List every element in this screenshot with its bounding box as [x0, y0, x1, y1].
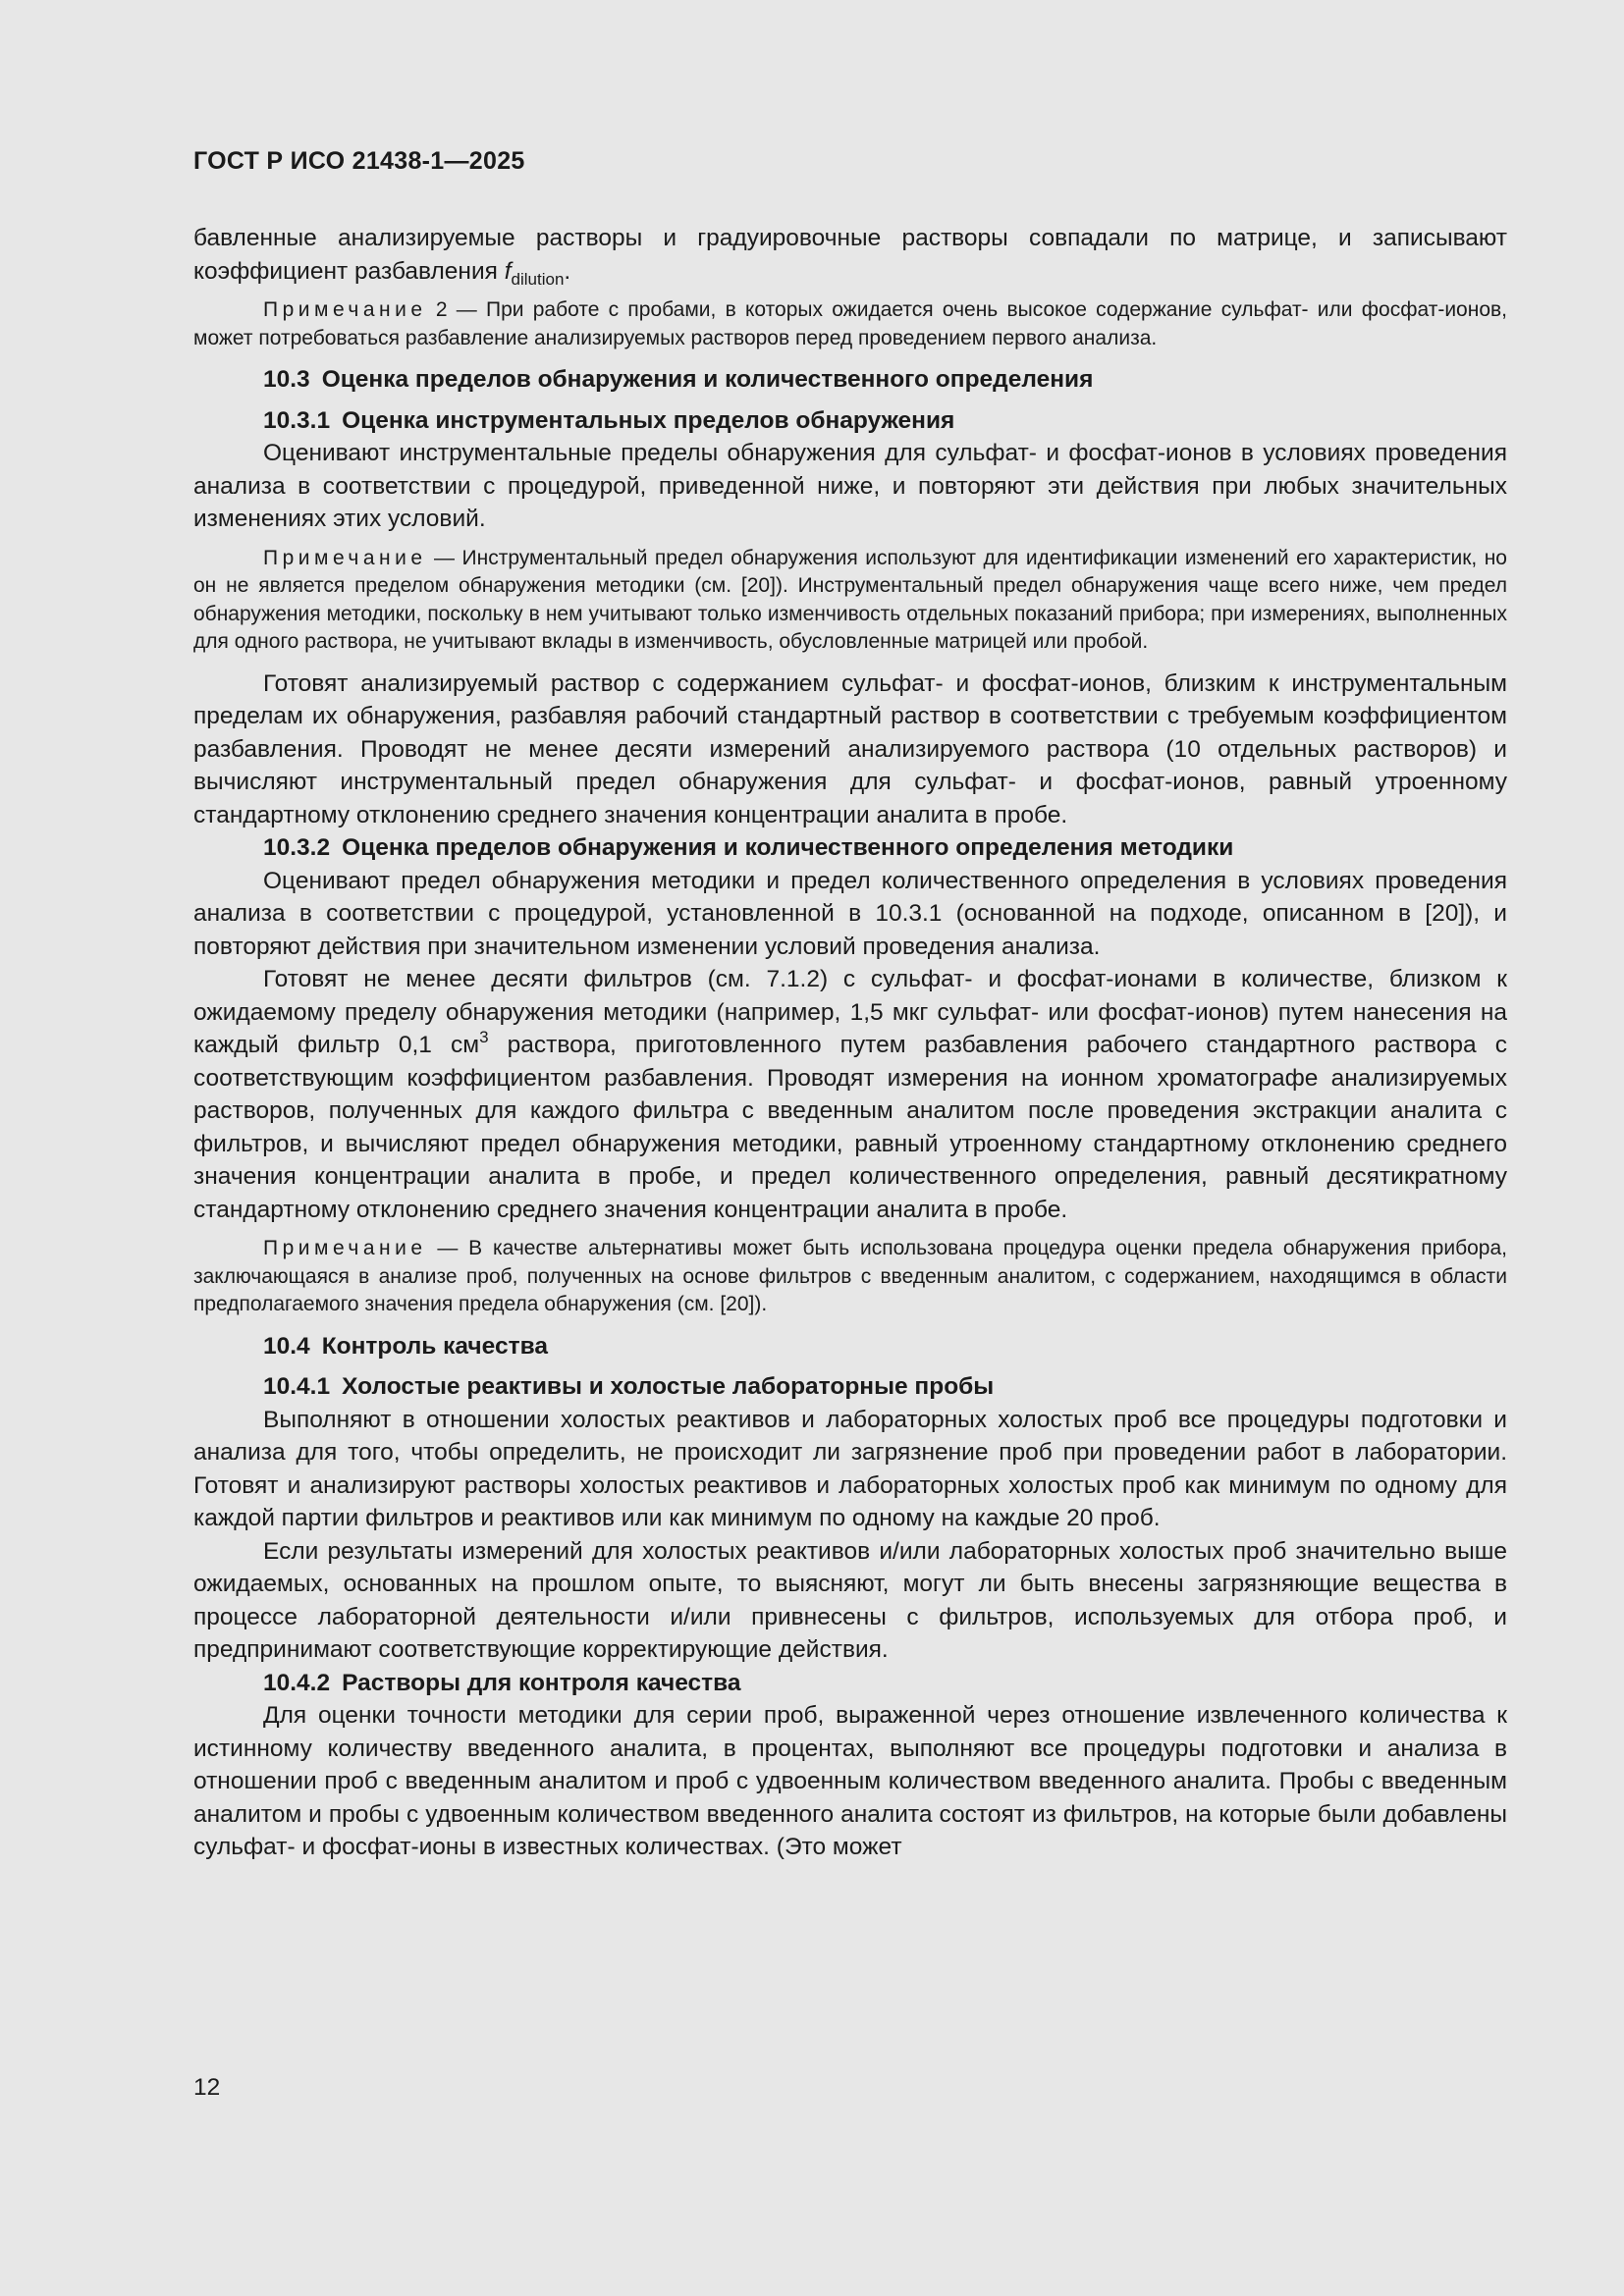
- paragraph: Готовят анализируемый раствор с содержанием сульфат- и фосфат-ионов, близким к инструментальным пределам их обнаружения, разбавляя рабочий стандартный раствор в соответствии с требуемым коэффициентом разбавления. Проводят не менее десяти измерений анализируемого раствора (10 отдельных растворов) и вычисляют инструментальный предел обнаружения для сульфат- и фосфат-ионов, равный утроенному стандартному отклонению среднего значения концентрации аналита в пробе.: [193, 669, 1507, 828]
- section-heading: [263, 1330, 1507, 1363]
- note: [193, 545, 1507, 657]
- section-heading: [263, 363, 1507, 397]
- subsection-heading: [263, 1667, 1507, 1700]
- subsection-title: Оценка инструментальных пределов обнаружения: [342, 406, 955, 434]
- note-text: — Инструментальный предел обнаружения используют для идентификации изменений его характеристик, но он не является пределом обнаружения методики (см. [20]). Инструментальный предел обнаружения чаще всего ниже, чем предел обнаружения методики, поскольку в нем учитывают только изменчивость отдельных показаний прибора; при измерениях, выполненных для одного раствора, не учитывают вклады в изменчивость, обусловленные матрицей или пробой.: [193, 546, 1507, 653]
- paragraph: Оценивают инструментальные пределы обнаружения для сульфат- и фосфат-ионов в условиях проведения анализа в соответствии с процедурой, приведенной ниже, и повторяют эти действия при любых значительных изменениях этих условий.: [193, 440, 1507, 532]
- note: [193, 296, 1507, 352]
- note-text: — При работе с пробами, в которых ожидается очень высокое содержание сульфат- или фосфат-ионов, может потребоваться разбавление анализируемых растворов перед проведением первого анализа.: [193, 298, 1507, 349]
- paragraph-text: раствора, приготовленного путем разбавления рабочего стандартного раствора с соответствующим коэффициентом разбавления. Проводят измерения на ионном хроматографе анализируемых растворов, полученных для каждого фильтра с введенным аналитом после проведения экстракции аналита с фильтров, и вычисляют предел обнаружения методики, равный утроенному стандартному отклонению среднего значения концентрации аналита в пробе, и предел количественного определения, равный десятикратному стандартному отклонению среднего значения концентрации аналита в пробе.: [193, 1032, 1507, 1223]
- note-number: 2: [435, 298, 448, 321]
- subsection-number: 10.3.2: [263, 834, 331, 861]
- note-label: Примечание: [263, 298, 427, 321]
- section-number: 10.4: [263, 1332, 310, 1360]
- note: [193, 1235, 1507, 1319]
- paragraph: [193, 963, 1507, 1226]
- section-number: 10.3: [263, 366, 310, 393]
- paragraph: [193, 222, 1507, 288]
- paragraph-text: бавленные анализируемые растворы и градуировочные растворы совпадали по матрице, и записывают коэффициент разбавления: [193, 225, 1507, 285]
- page-body: [193, 222, 1507, 1864]
- paragraph: Оценивают предел обнаружения методики и предел количественного определения в условиях проведения анализа в соответствии с процедурой, установленной в 10.3.1 (основанной на подходе, описанном в [20]), и повторяют действия при значительном изменении условий проведения анализа.: [193, 867, 1507, 960]
- subsection-number: 10.4.2: [263, 1669, 331, 1696]
- subsection-heading: [263, 404, 1507, 438]
- formula-symbol: f: [504, 257, 512, 285]
- subsection-number: 10.3.1: [263, 406, 331, 434]
- section-title: Оценка пределов обнаружения и количественного определения: [321, 366, 1094, 393]
- paragraph-text: Готовят не менее десяти фильтров (см. 7.1.2) с сульфат- и фосфат-ионами в количестве, близком к ожидаемому пределу обнаружения методики (например, 1,5 мкг сульфат- или фосфат-ионов) путем нанесения на каждый фильтр 0,1 см: [193, 966, 1507, 1058]
- subsection-title: Оценка пределов обнаружения и количественного определения методики: [342, 834, 1234, 861]
- page-number: 12: [193, 2074, 221, 2101]
- subsection-title: Холостые реактивы и холостые лабораторные пробы: [342, 1373, 995, 1400]
- paragraph: Для оценки точности методики для серии проб, выраженной через отношение извлеченного количества к истинному количеству введенного аналита, в процентах, выполняют все процедуры подготовки и анализа в отношении проб с введенным аналитом и проб с удвоенным количеством введенного аналита. Пробы с введенным аналитом и пробы с удвоенным количеством введенного аналита состоят из фильтров, на которые были добавлены сульфат- и фосфат-ионы в известных количествах. (Это может: [193, 1702, 1507, 1860]
- subsection-heading: [263, 831, 1507, 865]
- section-title: Контроль качества: [321, 1332, 548, 1360]
- document-header: ГОСТ Р ИСО 21438-1—2025: [193, 147, 525, 175]
- paragraph: Если результаты измерений для холостых реактивов и/или лабораторных холостых проб значительно выше ожидаемых, основанных на прошлом опыте, то выясняют, могут ли быть внесены загрязняющие вещества в процессе лабораторной деятельности и/или привнесены с фильтров, используемых для отбора проб, и предпринимают соответствующие корректирующие действия.: [193, 1537, 1507, 1663]
- formula-subscript: dilution: [511, 269, 565, 289]
- note-text: — В качестве альтернативы может быть использована процедура оценки предела обнаружения прибора, заключающаяся в анализе проб, полученных на основе фильтров с введенным аналитом, с содержанием, находящимся в области предполагаемого значения предела обнаружения (см. [20]).: [193, 1237, 1507, 1315]
- note-label: Примечание: [263, 1237, 427, 1259]
- subsection-number: 10.4.1: [263, 1373, 331, 1400]
- subsection-title: Растворы для контроля качества: [342, 1669, 741, 1696]
- paragraph: Выполняют в отношении холостых реактивов и лабораторных холостых проб все процедуры подготовки и анализа для того, чтобы определить, не происходит ли загрязнение проб при проведении работ в лаборатории. Готовят и анализируют растворы холостых реактивов и лабораторных холостых проб как минимум по одному для каждой партии фильтров и реактивов или как минимум по одному на каждые 20 проб.: [193, 1406, 1507, 1531]
- note-label: Примечание: [263, 546, 427, 569]
- superscript: 3: [479, 1028, 489, 1046]
- subsection-heading: [263, 1370, 1507, 1404]
- paragraph-end: .: [564, 257, 571, 285]
